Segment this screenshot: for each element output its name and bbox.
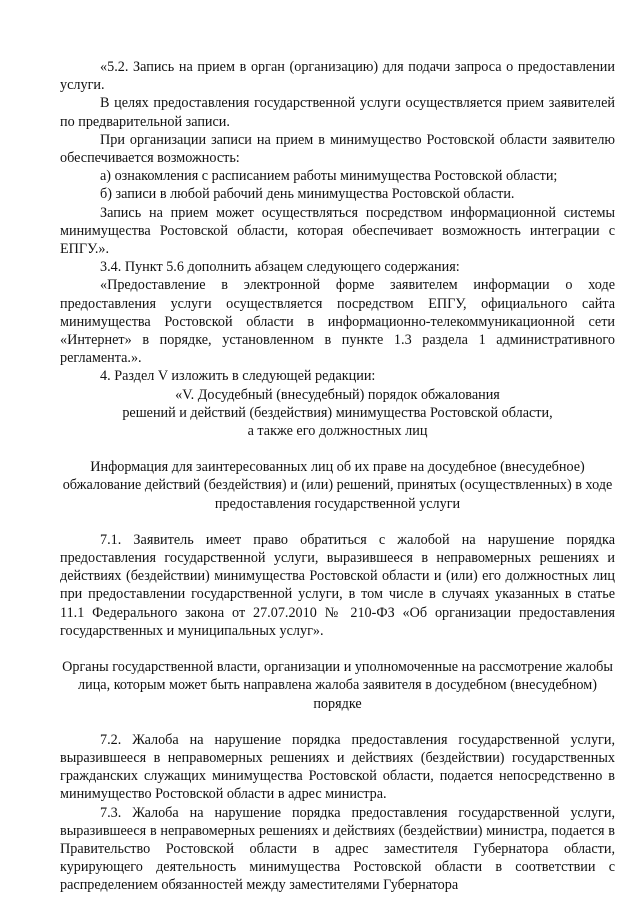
paragraph-7-2: 7.2. Жалоба на нарушение порядка предоставления государственной услуги, выразившееся в неправомерных решениях и действиях (бездействии) государственных гражданских служащих минимущества Ростовской области, подается непосредственно в минимущество Ростовской области в адрес министра. (60, 731, 615, 803)
spacer (60, 440, 615, 458)
paragraph-purpose: В целях предоставления государственной услуги осуществляется прием заявителей по предварительной записи. (60, 95, 615, 130)
section-heading-line-1: «V. Досудебный (внесудебный) порядок обжалования (175, 386, 500, 403)
paragraph-info-system: Запись на прием может осуществляться посредством информационной системы минимущества Ростовской области, которая обеспечивает возможность интеграции с ЕПГУ.». (60, 204, 615, 258)
spacer (60, 513, 615, 531)
paragraph-electronic-form: «Предоставление в электронной форме заявителем информации о ходе предоставления услуги осуществляется посредством ЕПГУ, официального сайта минимущества Ростовской области в информационно-телекоммуникационной сети «Интернет» в порядке, установленном в пункте 1.3 раздела 1 административного регламента.». (60, 277, 615, 367)
paragraph-3-4: 3.4. Пункт 5.6 дополнить абзацем следующего содержания: (100, 259, 460, 276)
paragraph-5-2: «5.2. Запись на прием в орган (организацию) для подачи запроса о предоставлении услуги. (60, 59, 615, 94)
paragraph-organization: При организации записи на прием в минимущество Ростовской области заявителю обеспечивается возможность: (60, 131, 615, 167)
subheading-authorities: Органы государственной власти, организации и уполномоченные на рассмотрение жалобы лица, которым может быть направлена жалоба заявителя в досудебном (внесудебном) порядке (62, 659, 613, 712)
paragraph-7-3: 7.3. Жалоба на нарушение порядка предоставления государственной услуги, выразившееся в неправомерных решениях и действиях (бездействии) министра, подается в Правительство Ростовской области в адрес заместителя Губернатора области, курирующего деятельность минимущества Ростовской области в соответствии с распределением обязанностей между заместителями Губернатора (60, 804, 615, 894)
list-item-a: а) ознакомления с расписанием работы минимущества Ростовской области; (100, 168, 558, 185)
paragraph-4: 4. Раздел V изложить в следующей редакции: (100, 368, 376, 385)
list-item-b: б) записи в любой рабочий день минимущества Ростовской области. (100, 186, 515, 203)
paragraph-7-1: 7.1. Заявитель имеет право обратиться с жалобой на нарушение порядка предоставления государственной услуги, выразившееся в неправомерных решениях и действиях (бездействии) минимущества Ростовской области и (или) его должностных лиц при предоставлении государственной услуги, в том числе в случаях указанных в статье 11.1 Федерального закона от 27.07.2010 № 210-ФЗ «Об организации предоставления государственных и муниципальных услуг». (60, 531, 615, 639)
spacer (60, 713, 615, 731)
spacer (60, 640, 615, 658)
section-heading-line-2: решений и действий (бездействия) минимущества Ростовской области, (122, 404, 553, 421)
section-heading-line-3: а также его должностных лиц (247, 423, 428, 440)
subheading-information: Информация для заинтересованных лиц об их праве на досудебное (внесудебное) обжалование действий (бездействия) и (или) решений, принятых (осуществленных) в ходе предоставления государственной услуги (62, 459, 613, 512)
